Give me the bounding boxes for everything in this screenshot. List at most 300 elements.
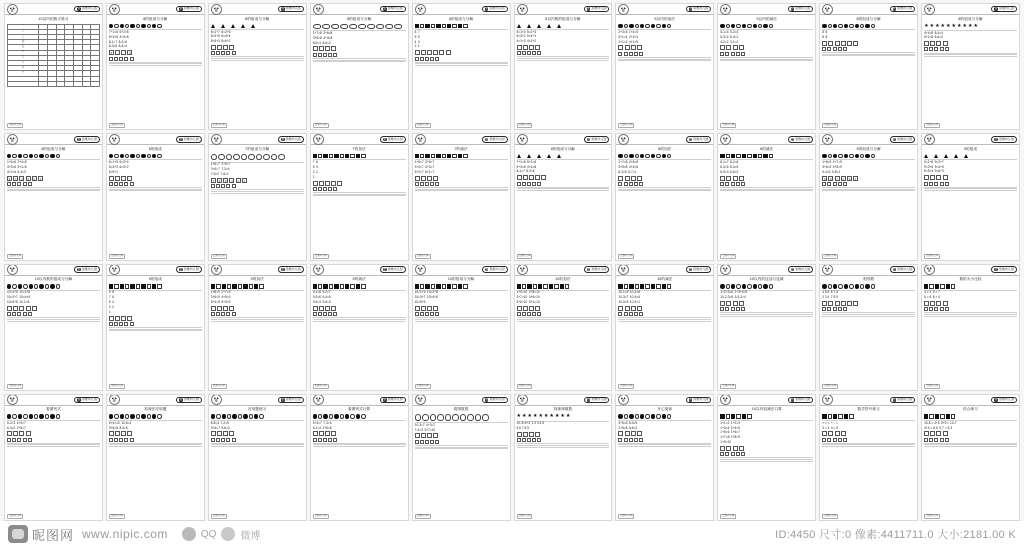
equation[interactable]: 8=4+4 <box>221 34 231 39</box>
worksheet-thumbnail[interactable] <box>819 3 918 130</box>
answer-box[interactable] <box>924 182 928 186</box>
equation[interactable]: 3+7=10 <box>424 427 436 432</box>
equation[interactable]: 6+2=8 <box>527 159 537 164</box>
answer-box[interactable] <box>121 316 126 321</box>
answer-box[interactable] <box>924 431 929 436</box>
equation[interactable]: 7+1=8 <box>108 29 118 34</box>
answer-box[interactable] <box>522 51 526 55</box>
answer-box[interactable] <box>433 176 438 181</box>
worksheet-thumbnail[interactable] <box>615 394 714 521</box>
table-cell[interactable] <box>56 81 65 86</box>
answer-box[interactable] <box>929 307 933 311</box>
answer-box[interactable] <box>529 45 534 50</box>
equation[interactable]: 1+4=5 <box>730 425 740 430</box>
answer-box[interactable] <box>425 57 429 61</box>
answer-box[interactable] <box>415 50 420 55</box>
equation[interactable]: 4 <box>112 300 114 305</box>
answer-box[interactable] <box>109 57 113 61</box>
equation[interactable]: 8-2=6 <box>118 39 127 44</box>
equation[interactable]: 10=2+8 <box>426 290 438 295</box>
answer-box[interactable] <box>720 307 724 311</box>
equation[interactable]: 9=2+7 <box>934 159 944 164</box>
answer-box[interactable] <box>232 184 236 188</box>
answer-box[interactable] <box>313 53 317 57</box>
equation[interactable]: 5+2=7 <box>414 169 424 174</box>
equation[interactable]: 1 <box>312 174 315 179</box>
answer-box[interactable] <box>618 176 623 181</box>
worksheet-thumbnail[interactable] <box>819 394 918 521</box>
equation[interactable]: 10-2=8 <box>19 300 30 305</box>
equation[interactable]: 10=2+8 <box>19 290 31 295</box>
answer-box[interactable] <box>731 182 735 186</box>
worksheet-thumbnail[interactable] <box>310 133 409 260</box>
answer-box[interactable] <box>625 431 630 436</box>
equation[interactable]: 3-1=2 <box>730 39 739 44</box>
answer-box[interactable] <box>945 438 949 442</box>
answer-box[interactable] <box>211 306 216 311</box>
answer-box[interactable] <box>529 175 534 180</box>
answer-box[interactable] <box>7 431 12 436</box>
equation[interactable]: 4+3=7 <box>426 422 436 427</box>
answer-box[interactable] <box>629 52 633 56</box>
answer-box[interactable]: 3 <box>237 179 239 183</box>
equation[interactable]: 1+6=7 <box>730 430 740 435</box>
answer-box[interactable] <box>313 46 318 51</box>
equation[interactable]: 10=1+9 <box>414 290 426 295</box>
answer-box[interactable] <box>415 57 419 61</box>
equation[interactable]: 8-1=7 <box>720 160 729 165</box>
answer-box[interactable]: 9 <box>823 177 826 181</box>
table-cell[interactable]: 十 <box>8 71 39 76</box>
worksheet-thumbnail[interactable] <box>106 264 205 391</box>
equation[interactable]: 6+2=8 <box>924 35 934 40</box>
answer-box[interactable] <box>517 312 521 316</box>
answer-box[interactable]: 3 <box>27 177 29 181</box>
equation[interactable]: 1 <box>417 44 420 49</box>
equation[interactable]: 3+5=8 <box>618 420 628 425</box>
answer-box[interactable] <box>216 312 220 316</box>
answer-box[interactable] <box>720 176 725 181</box>
answer-box[interactable] <box>331 46 336 51</box>
answer-box[interactable] <box>535 175 540 180</box>
worksheet-thumbnail[interactable] <box>717 3 816 130</box>
answer-box[interactable] <box>733 446 738 451</box>
equation[interactable]: 9=4+5 <box>934 164 944 169</box>
equation[interactable]: 3 <box>417 39 420 44</box>
equation[interactable]: 3+6=9 <box>210 295 220 300</box>
equation[interactable]: 5=3+2 <box>516 34 526 39</box>
answer-box[interactable] <box>827 182 831 186</box>
equation[interactable]: 6-2=4 <box>312 425 321 430</box>
answer-box[interactable] <box>7 182 11 186</box>
answer-box[interactable] <box>828 431 833 436</box>
equation[interactable]: 2+2=4 <box>628 34 638 39</box>
equation[interactable]: 2+5=7 <box>221 162 231 167</box>
answer-box[interactable] <box>625 176 630 181</box>
answer-box[interactable] <box>945 307 949 311</box>
equation[interactable]: 10-5=5 <box>618 300 629 305</box>
answer-box[interactable] <box>115 176 120 181</box>
answer-box[interactable] <box>720 45 725 50</box>
equation[interactable]: 6-4=2 <box>7 425 16 430</box>
answer-box[interactable] <box>433 50 438 55</box>
answer-box[interactable] <box>211 431 216 436</box>
answer-box[interactable] <box>19 431 24 436</box>
answer-box[interactable] <box>211 312 215 316</box>
answer-box[interactable] <box>847 301 852 306</box>
equation[interactable]: 9-4=5 <box>822 169 831 174</box>
answer-box[interactable] <box>522 312 526 316</box>
answer-box[interactable]: 4 <box>231 179 233 183</box>
answer-box[interactable] <box>333 438 337 442</box>
equation[interactable]: 1 <box>108 309 111 314</box>
answer-box[interactable] <box>535 432 540 437</box>
answer-box[interactable] <box>618 438 622 442</box>
answer-box[interactable] <box>221 184 225 188</box>
answer-box[interactable] <box>529 432 534 437</box>
answer-box[interactable] <box>841 41 846 46</box>
equation[interactable]: 4 < 9 <box>830 425 839 430</box>
answer-box[interactable] <box>828 301 833 306</box>
answer-box[interactable] <box>736 307 740 311</box>
answer-box[interactable] <box>109 176 114 181</box>
equation[interactable]: 1+7=8 <box>720 435 730 440</box>
equation[interactable]: 8 <box>825 34 828 39</box>
answer-box[interactable] <box>23 438 27 442</box>
equation[interactable]: 7 <box>312 160 315 165</box>
answer-box[interactable] <box>843 47 847 51</box>
equation[interactable]: 5=1+4 <box>516 29 526 34</box>
answer-box[interactable] <box>420 57 424 61</box>
answer-box[interactable] <box>124 438 128 442</box>
equation[interactable]: 4+5=9 <box>832 165 842 169</box>
answer-box[interactable] <box>12 182 16 186</box>
table-cell[interactable]: 七 <box>8 55 39 60</box>
answer-box[interactable] <box>323 312 327 316</box>
answer-box[interactable] <box>523 432 528 437</box>
answer-box[interactable] <box>323 187 327 191</box>
answer-box[interactable] <box>517 51 521 55</box>
equation[interactable]: 1+8=9 <box>210 290 220 295</box>
answer-box[interactable] <box>313 187 317 191</box>
answer-box[interactable] <box>13 306 18 311</box>
equation[interactable]: 1+8=9 <box>730 435 740 440</box>
answer-box[interactable] <box>223 45 228 50</box>
answer-box[interactable] <box>725 182 729 186</box>
answer-box[interactable] <box>827 438 831 442</box>
answer-box[interactable] <box>333 187 337 191</box>
equation[interactable]: 10-6=4 <box>121 420 132 425</box>
equation[interactable]: 10-3=4+3 <box>516 421 531 426</box>
equation[interactable]: 8 <box>822 29 824 34</box>
answer-box[interactable] <box>523 45 528 50</box>
answer-box[interactable] <box>23 182 27 186</box>
answer-box[interactable] <box>835 301 840 306</box>
equation[interactable]: 4+3=7 <box>16 420 26 425</box>
equation[interactable]: 6=2+4 <box>119 160 129 165</box>
answer-box[interactable] <box>731 307 735 311</box>
answer-box[interactable] <box>736 182 740 186</box>
answer-box[interactable] <box>333 53 337 57</box>
answer-box[interactable] <box>211 184 215 188</box>
equation[interactable]: 10=1+9 <box>7 290 18 295</box>
answer-box[interactable] <box>731 452 735 456</box>
answer-box[interactable] <box>936 301 941 306</box>
answer-box[interactable] <box>639 182 643 186</box>
table-cell[interactable]: 九 <box>8 66 39 71</box>
answer-box[interactable] <box>924 301 929 306</box>
equation[interactable]: 10-8 = 4+6 <box>924 420 940 425</box>
answer-box[interactable] <box>943 431 948 436</box>
equation[interactable]: 10-3=7 <box>414 422 425 427</box>
answer-box[interactable] <box>720 52 724 56</box>
worksheet-thumbnail[interactable] <box>4 133 103 260</box>
answer-box[interactable] <box>119 57 123 61</box>
answer-box[interactable] <box>618 182 622 186</box>
answer-box[interactable] <box>318 438 322 442</box>
equation[interactable]: 8=6+2 <box>221 39 231 44</box>
answer-box[interactable] <box>325 181 330 186</box>
table-cell[interactable]: 二 <box>8 29 39 34</box>
answer-box[interactable] <box>226 184 230 188</box>
answer-box[interactable] <box>523 175 528 180</box>
answer-box[interactable] <box>634 52 638 56</box>
equation[interactable]: 6 7 8 <box>830 290 838 295</box>
answer-box[interactable] <box>216 438 220 442</box>
worksheet-thumbnail[interactable] <box>412 133 511 260</box>
answer-box[interactable] <box>430 312 434 316</box>
answer-box[interactable] <box>435 57 439 61</box>
answer-box[interactable] <box>537 312 541 316</box>
answer-box[interactable] <box>733 176 738 181</box>
answer-box[interactable] <box>127 316 132 321</box>
equation[interactable]: 2+3=5 <box>618 29 628 34</box>
answer-box[interactable] <box>115 431 120 436</box>
equation[interactable]: 8=3+5 <box>210 34 220 39</box>
answer-box[interactable] <box>631 431 636 436</box>
answer-box[interactable] <box>12 312 16 316</box>
equation[interactable]: 7-5=2 <box>210 171 220 176</box>
equation[interactable]: 5 <box>108 300 111 305</box>
equation[interactable]: 6+2=8 <box>119 29 129 34</box>
answer-box[interactable] <box>639 52 643 56</box>
answer-box[interactable] <box>741 52 745 56</box>
answer-box[interactable] <box>415 306 420 311</box>
worksheet-thumbnail[interactable] <box>412 394 511 521</box>
worksheet-thumbnail[interactable] <box>819 264 918 391</box>
equation[interactable]: 2 3 4 <box>822 295 830 300</box>
worksheet-thumbnail[interactable] <box>717 394 816 521</box>
equation[interactable]: 1+9=10 <box>720 440 732 445</box>
answer-box[interactable] <box>124 182 128 186</box>
answer-box[interactable] <box>741 182 745 186</box>
equation[interactable]: 8-5=3 <box>210 420 220 425</box>
equation[interactable]: 6=5+1 <box>108 169 118 174</box>
equation[interactable]: 2 <box>315 169 318 174</box>
answer-box[interactable] <box>427 433 432 438</box>
answer-box[interactable] <box>114 182 118 186</box>
answer-box[interactable] <box>325 306 330 311</box>
answer-box[interactable] <box>109 438 113 442</box>
equation[interactable]: 8-2=6 <box>730 160 739 165</box>
equation[interactable]: 8-7=1 <box>628 169 637 174</box>
answer-box[interactable] <box>945 47 949 51</box>
equation[interactable]: 1+1=2 <box>720 420 730 425</box>
answer-box[interactable] <box>936 175 941 180</box>
worksheet-thumbnail[interactable] <box>921 133 1020 260</box>
answer-box[interactable] <box>7 312 11 316</box>
equation[interactable]: 9-1=8 <box>312 290 321 295</box>
worksheet-thumbnail[interactable] <box>717 133 816 260</box>
worksheet-thumbnail[interactable] <box>412 3 511 130</box>
answer-box[interactable] <box>420 312 424 316</box>
equation[interactable]: 2+4=6 <box>17 160 27 165</box>
answer-box[interactable] <box>223 306 228 311</box>
equation[interactable]: 3+6=9 <box>822 165 832 169</box>
answer-box[interactable] <box>537 51 541 55</box>
answer-box[interactable] <box>337 181 342 186</box>
answer-box[interactable] <box>229 45 234 50</box>
answer-box[interactable] <box>929 182 933 186</box>
answer-box[interactable] <box>822 301 827 306</box>
qq-icon[interactable] <box>182 527 196 541</box>
answer-box[interactable] <box>130 322 134 326</box>
answer-box[interactable] <box>439 50 444 55</box>
answer-box[interactable] <box>843 307 847 311</box>
equation[interactable]: 4+4=8 <box>119 34 129 39</box>
answer-box[interactable] <box>217 431 222 436</box>
equation[interactable]: 5+1=6 <box>17 165 27 169</box>
equation[interactable]: 10-2-3=5 <box>720 295 734 300</box>
equation[interactable]: 8=1+7 <box>210 29 220 34</box>
answer-box[interactable] <box>841 431 846 436</box>
answer-box[interactable] <box>733 45 738 50</box>
answer-box[interactable] <box>930 301 935 306</box>
answer-box[interactable] <box>211 438 215 442</box>
answer-box[interactable] <box>12 438 16 442</box>
answer-box[interactable] <box>726 45 731 50</box>
equation[interactable]: 5 <box>417 34 420 39</box>
answer-box[interactable] <box>725 52 729 56</box>
equation[interactable]: 6+4=10 <box>108 420 120 425</box>
answer-box[interactable] <box>427 50 432 55</box>
equation[interactable]: 8-5=3 <box>312 40 321 45</box>
equation[interactable]: 1+4=5 <box>628 29 638 34</box>
answer-box[interactable] <box>313 181 318 186</box>
equation[interactable]: 4 <box>315 165 318 169</box>
worksheet-thumbnail[interactable] <box>208 3 307 130</box>
equation[interactable]: 1+9=10 <box>516 290 528 295</box>
equation[interactable]: 2 <box>112 304 114 309</box>
equation[interactable]: 4+5=9 <box>221 295 231 300</box>
worksheet-thumbnail[interactable] <box>514 3 613 130</box>
equation[interactable]: 3+5=8 <box>618 165 628 169</box>
answer-box[interactable] <box>945 182 949 186</box>
equation[interactable]: 5+3=8 <box>516 164 526 169</box>
answer-box[interactable] <box>517 182 521 186</box>
answer-box[interactable]: 4 <box>854 177 857 181</box>
worksheet-thumbnail[interactable] <box>208 264 307 391</box>
social-links[interactable] <box>182 527 261 542</box>
equation[interactable]: 3+7=10 <box>516 295 528 300</box>
worksheet-thumbnail[interactable] <box>921 3 1020 130</box>
equation[interactable]: 10-9=1 <box>629 300 640 305</box>
equation[interactable]: 2+6=8 <box>322 425 332 430</box>
equation[interactable]: 9-3=6 <box>312 295 321 300</box>
table-cell[interactable]: 六 <box>8 50 39 55</box>
answer-box[interactable] <box>828 41 833 46</box>
answer-box[interactable] <box>537 182 541 186</box>
equation[interactable]: 1+1=2 <box>618 39 628 44</box>
answer-box[interactable]: 2 <box>33 177 35 181</box>
answer-box[interactable] <box>313 312 317 316</box>
equation[interactable]: 7-3=4 <box>323 420 332 425</box>
answer-box[interactable] <box>229 431 234 436</box>
equation[interactable]: 5+5=10 <box>516 300 528 305</box>
answer-box[interactable] <box>435 440 439 444</box>
answer-box[interactable] <box>420 182 424 186</box>
equation[interactable]: 7 <box>108 295 111 300</box>
answer-box[interactable] <box>28 312 32 316</box>
answer-box[interactable] <box>934 47 938 51</box>
answer-box[interactable] <box>637 45 642 50</box>
equation[interactable]: 8 > 4 <box>932 295 940 300</box>
answer-box[interactable] <box>847 41 852 46</box>
equation[interactable]: 5=2+3 <box>527 29 537 34</box>
answer-box[interactable] <box>109 322 113 326</box>
answer-box[interactable] <box>725 307 729 311</box>
table-cell[interactable] <box>39 81 48 86</box>
answer-box[interactable] <box>532 51 536 55</box>
equation[interactable]: 10-1=9 <box>618 290 629 295</box>
answer-box[interactable] <box>229 306 234 311</box>
answer-box[interactable] <box>26 306 31 311</box>
answer-box[interactable] <box>427 176 432 181</box>
equation[interactable]: 9 <box>108 290 111 295</box>
answer-box[interactable] <box>731 52 735 56</box>
equation[interactable]: 4=1+3 <box>516 39 526 44</box>
answer-box[interactable] <box>835 41 840 46</box>
answer-box[interactable] <box>325 431 330 436</box>
answer-box[interactable] <box>517 306 522 311</box>
table-cell[interactable]: 四 <box>8 40 39 45</box>
equation[interactable]: 3 > 1 <box>822 425 830 430</box>
answer-box[interactable] <box>517 432 522 437</box>
worksheet-thumbnail[interactable] <box>615 133 714 260</box>
answer-box[interactable] <box>124 57 128 61</box>
equation[interactable]: 10-4=6 <box>629 295 640 300</box>
worksheet-thumbnail[interactable] <box>4 264 103 391</box>
answer-box[interactable] <box>527 182 531 186</box>
equation[interactable]: 5+5 = 10-7 <box>941 420 957 425</box>
answer-box[interactable]: 7 <box>836 177 838 181</box>
answer-box[interactable] <box>517 45 522 50</box>
table-cell[interactable] <box>47 81 56 86</box>
worksheet-thumbnail[interactable] <box>412 264 511 391</box>
answer-box[interactable] <box>843 182 847 186</box>
equation[interactable]: 3+4=7 <box>210 167 220 172</box>
answer-box[interactable] <box>13 431 18 436</box>
answer-box[interactable] <box>114 438 118 442</box>
answer-box[interactable] <box>618 306 623 311</box>
answer-box[interactable]: 6 <box>8 177 11 181</box>
answer-box[interactable] <box>430 440 434 444</box>
answer-box[interactable] <box>637 431 642 436</box>
equation[interactable]: 4+1=5 <box>628 39 638 44</box>
equation[interactable]: 9=5+4 <box>924 169 934 174</box>
worksheet-thumbnail[interactable] <box>921 264 1020 391</box>
worksheet-thumbnail[interactable] <box>106 394 205 521</box>
